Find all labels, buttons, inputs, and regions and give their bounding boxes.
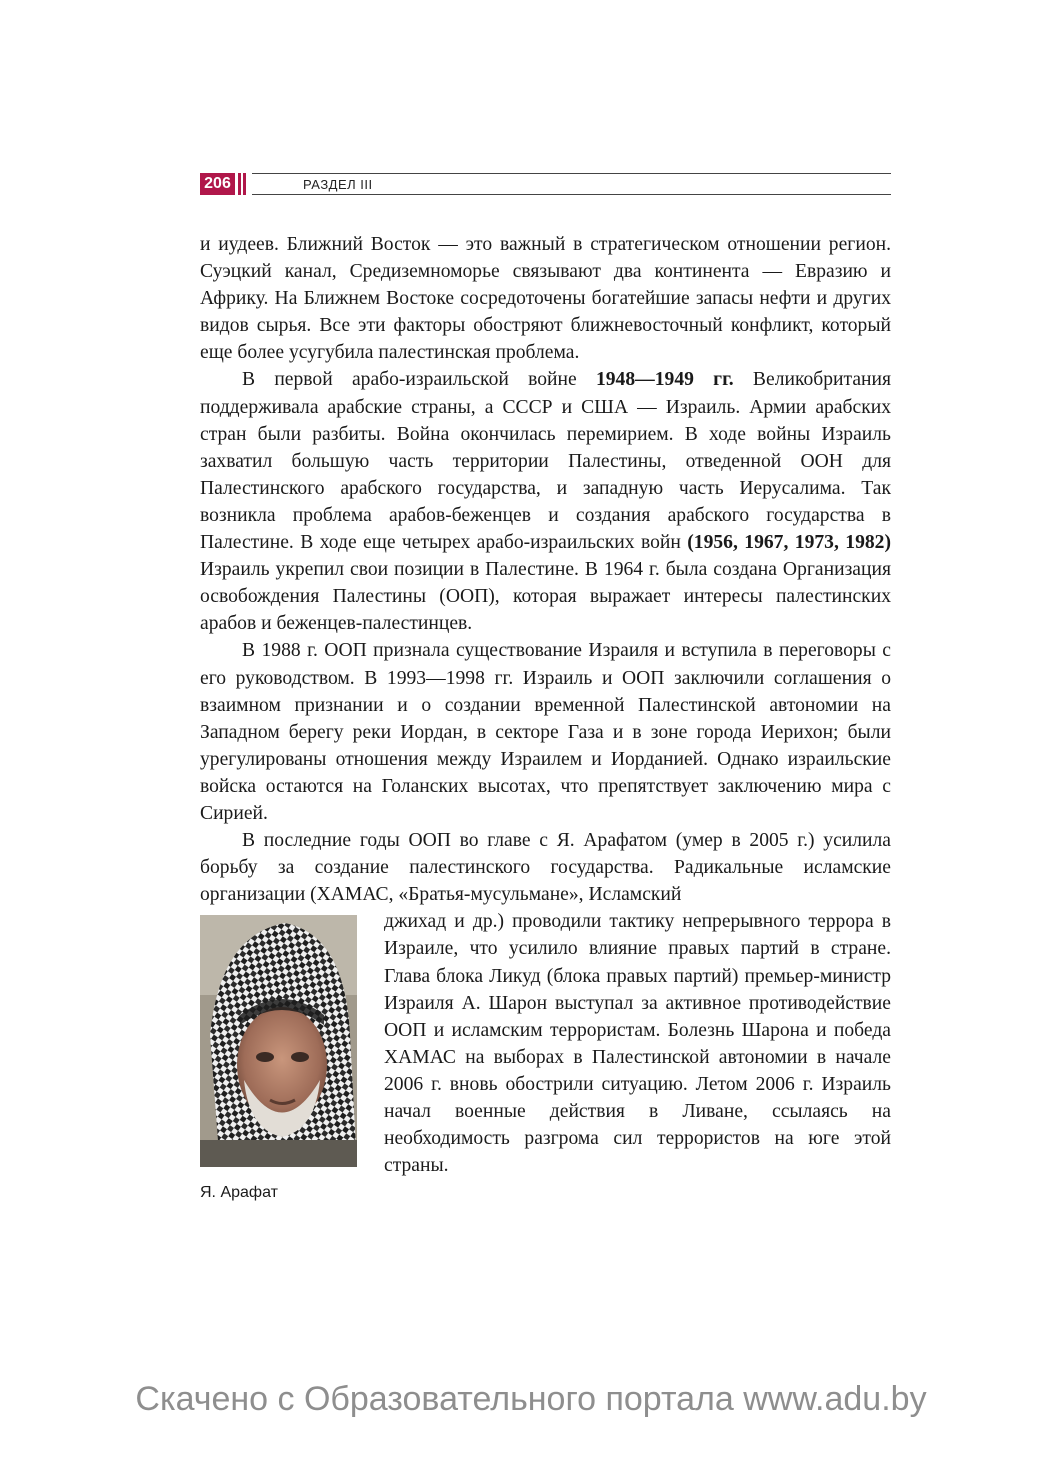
section-label: РАЗДЕЛ III xyxy=(303,177,373,192)
page-header xyxy=(200,173,891,197)
paragraph: джихад и др.) проводили тактику непрерывного террора в Израиле, что усилило влияние правых партий в стране. Глава блока Ликуд (блока правых партий) премьер-министр Израиля А. Шарон выступал за активное противодействие ООП и исламским террористам. Болезнь Шарона и победа ХАМАС на выборах в Палестинской автономии в начале 2006 г. вновь обострили ситуацию. Летом 2006 г. Израиль начал военные действия в Ливане, ссылаясь на необходимость разгрома сил террористов на юге этой страны. xyxy=(384,911,891,1177)
paragraph xyxy=(200,366,891,637)
figure-caption: Я. Арафат xyxy=(200,1184,278,1202)
page-number: 206 xyxy=(200,173,235,195)
header-accent-bar xyxy=(238,173,241,195)
figure xyxy=(200,910,384,1220)
body-text xyxy=(200,231,891,1220)
paragraph: В 1988 г. ООП признала существование Израиля и вступила в переговоры с его руководством. В 1993—1998 гг. Израиль и ООП заключили соглашения о взаимном признании и о создании временной Палестинской автономии на Западном берегу реки Иордан, в секторе Газа и в зоне города Иерихон; были урегулированы отношения между Израилем и Иорданией. Однако израильские войска остаются на Голанских высотах, что препятствует заключению мира с Сирией. xyxy=(200,640,891,824)
paragraph: В последние годы ООП во главе с Я. Арафатом (умер в 2005 г.) усилила борьбу за создание палестинского государства. Радикальные исламские организации (ХАМАС, «Братья-мусульмане», Исламский xyxy=(200,830,891,906)
header-rule xyxy=(252,194,891,195)
header-accent-bar xyxy=(243,173,246,195)
text-run: Великобритания поддерживала арабские страны, а СССР и США — Израиль. Армии арабских стран были разбиты. Война окончилась перемирием. В ходе войны Израиль захватил большую часть территории Палестины, отведенной ООН для Палестинского арабского государства, и западную часть Иерусалима. Так возникла проблема арабов-беженцев и создания арабского государства в Палестине. В ходе еще четырех арабо-израильских войн xyxy=(200,369,892,554)
paragraph: и иудеев. Ближний Восток — это важный в стратегическом отношении регион. Суэцкий канал, Средиземноморье связывают два континента — Евразию и Африку. На Ближнем Востоке сосредоточены богатейшие запасы нефти и других видов сырья. Все эти факторы обостряют ближневосточный конфликт, который еще более усугубила палестинская проблема. xyxy=(200,234,891,364)
bold-dates: 1948—1949 гг. xyxy=(595,369,734,391)
portrait-photo xyxy=(200,915,357,1167)
bold-dates: (1956, 1967, 1973, 1982) xyxy=(687,532,891,554)
text-run: В первой арабо-израильской войне xyxy=(242,369,596,391)
text-run: Израиль укрепил свои позиции в Палестине. В 1964 г. была создана Организация освобождения Палестины (ООП), которая выражает интересы палестинских арабов и беженцев-палестинцев. xyxy=(200,559,891,635)
watermark: Скачено с Образовательного портала www.adu.by xyxy=(135,1380,927,1418)
header-rule xyxy=(252,173,891,174)
